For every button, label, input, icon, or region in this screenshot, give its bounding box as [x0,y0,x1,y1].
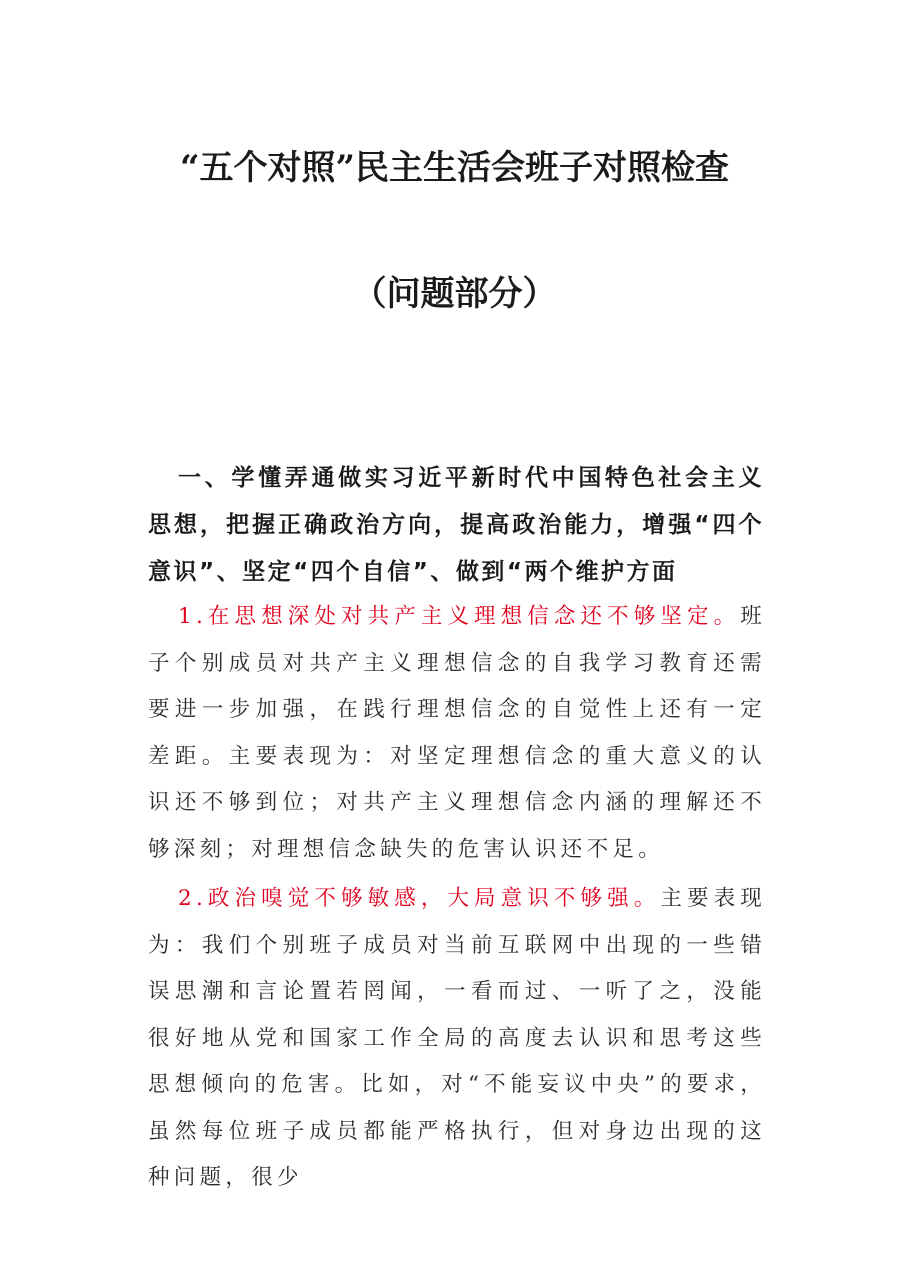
document-title: “五个对照”民主生活会班子对照检查 [179,148,730,188]
paragraph-2-body: 主要表现为：我们个别班子成员对当前互联网中出现的一些错误思潮和言论置若罔闻，一看而过、一听了之，没能很好地从党和国家工作全局的高度去认识和思考这些思想倾向的危害。比如，对“不能妄议中央”的要求，虽然每位班子成员都能严格执行，但对身边出现的这种问题，很少 [148,886,766,1190]
paragraph-2 [148,876,766,1202]
paragraph-1-lead: 1.在思想深处对共产主义理想信念还不够坚定。 [178,604,741,629]
section-heading: 一、学懂弄通做实习近平新时代中国特色社会主义思想，把握正确政治方向，提高政治能力，增强“四个意识”、坚定“四个自信”、做到“两个维护方面 [148,465,764,585]
paragraph-1 [148,594,766,873]
paragraph-2-lead: 2.政治嗅觉不够敏感，大局意识不够强。 [178,886,661,911]
paragraph-1-body: 班子个别成员对共产主义理想信念的自我学习教育还需要进一步加强，在践行理想信念的自觉性上还有一定差距。主要表现为：对坚定理想信念的重大意义的认识还不够到位；对共产主义理想信念内涵的理解还不够深刻；对理想信念缺失的危害认识还不足。 [148,604,766,862]
document-subtitle: （问题部分） [352,274,557,314]
